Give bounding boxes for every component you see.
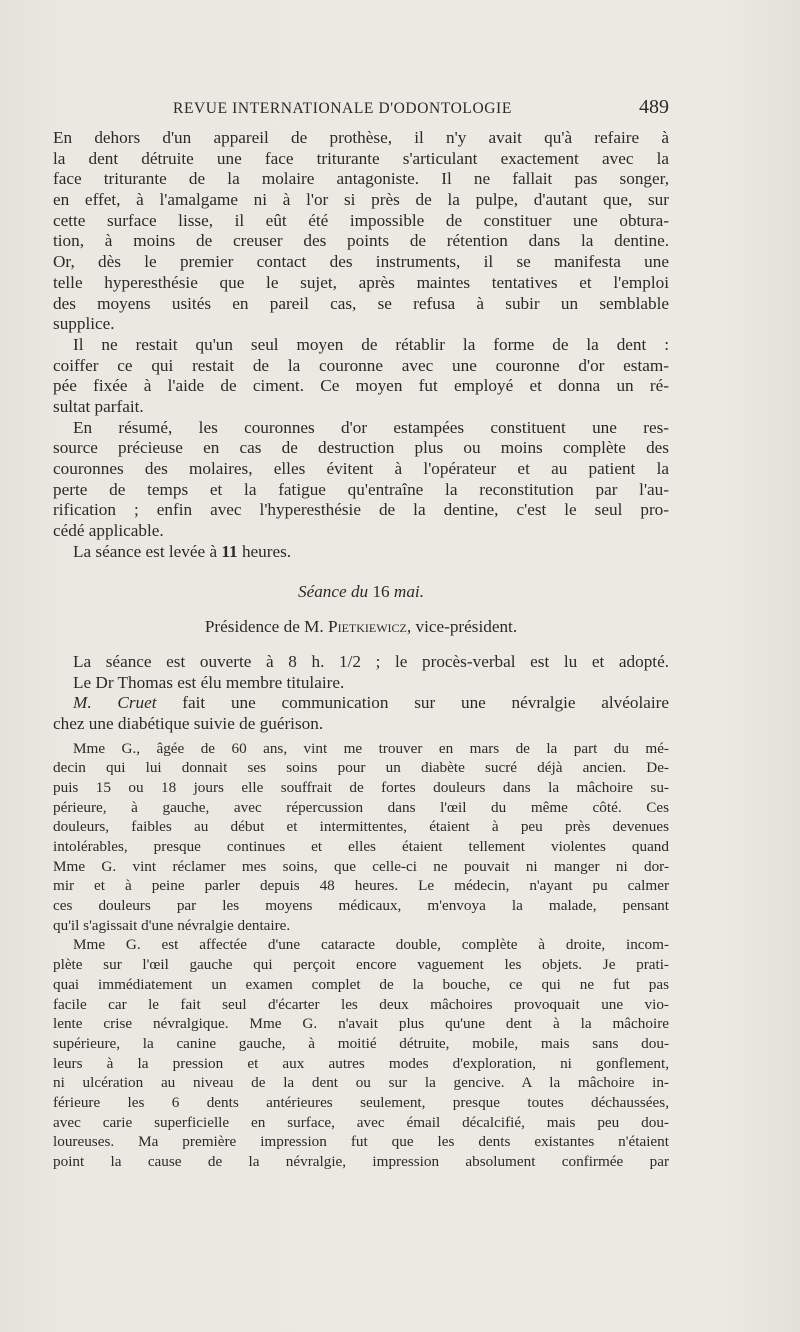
session-heading: [53, 582, 669, 603]
text-line: rification ; enfin avec l'hyperesthésie de la dentine, c'est le seul pro-: [53, 500, 669, 520]
text-line: leurs à la pression et aux autres modes d'exploration, ni gonflement,: [53, 1054, 669, 1072]
text-line: Mme G. est affectée d'une cataracte double, complète à droite, incom-: [73, 936, 669, 954]
text-line: lente crise névralgique. Mme G. n'avait plus qu'une dent à la mâchoire: [53, 1015, 669, 1033]
session-title: Séance du: [297, 582, 373, 602]
paragraph-resume: [53, 418, 669, 542]
text-line: En dehors d'un appareil de prothèse, il n'y avait qu'à refaire à: [53, 128, 669, 147]
presidence-name: Pietkiewicz: [328, 617, 407, 637]
text-line: douleurs, faibles au début et intermittentes, étaient à peu près devenues: [53, 818, 669, 836]
text-line: perte de temps et la fatigue qu'entraîne la reconstitution par l'au-: [53, 479, 669, 499]
text-line: couronnes des molaires, elles évitent à l'opérateur et au patient la: [53, 459, 669, 478]
text-line: plète sur l'œil gauche qui perçoit encore vaguement les objets. Je prati-: [53, 956, 669, 974]
case-paragraph-1: [53, 739, 669, 936]
text-line: chez une diabétique suivie de guérison.: [53, 713, 324, 733]
session-month: mai.: [389, 582, 424, 602]
text-line: Il ne restait qu'un seul moyen de rétablir la forme de la dent :: [73, 334, 669, 354]
cruet-name: M. Cruet: [73, 693, 157, 713]
closing-suffix: heures.: [237, 541, 292, 561]
case-paragraph-2: [53, 935, 669, 1171]
text-line: ces douleurs par les moyens médicaux, m'envoya la malade, pensant: [53, 897, 669, 915]
text-line: Mme G. vint réclamer mes soins, que celle-ci ne pouvait ni manger ni dor-: [53, 857, 669, 875]
text-line: puis 15 ou 18 jours elle souffrait de fortes douleurs dans la mâchoire su-: [53, 778, 669, 796]
text-line: La séance est ouverte à 8 h. 1/2 ; le procès-verbal est lu et adopté.: [73, 651, 669, 671]
text-line: decin qui lui donnait ses soins pour un diabète sucré déjà ancien. De-: [53, 759, 669, 777]
text-line: facile car le fait seul d'écarter les deux mâchoires provoquait une vio-: [53, 995, 669, 1013]
text-line: périeure, à gauche, avec répercussion dans l'œil du même côté. Ces: [53, 798, 669, 816]
text-line: ni ulcération au niveau de la dent ou sur la gencive. A la mâchoire in-: [53, 1074, 669, 1092]
section-gap: [53, 638, 669, 652]
text-line: férieure les 6 dents antérieures seulement, presque toutes déchaussées,: [53, 1093, 669, 1111]
section-gap: [53, 562, 669, 582]
paragraph-prothese: [53, 128, 669, 335]
text-line: source précieuse en cas de destruction plus ou moins complète des: [53, 438, 669, 458]
session-day: 16: [372, 582, 390, 602]
text-line: loureuses. Ma première impression fut que les dents existantes n'étaient: [53, 1133, 669, 1151]
presidence-line: [53, 617, 669, 638]
text-line: cédé applicable.: [53, 521, 164, 541]
running-header: [53, 96, 669, 122]
text-line: qu'il s'agissait d'une névralgie dentaire.: [53, 916, 291, 934]
text-line: cette surface lisse, il eût été impossible de constituer une obtura-: [53, 210, 669, 230]
section-gap: [53, 603, 669, 617]
cruet-line: [53, 693, 669, 714]
text-line: supérieure, la canine gauche, à moitié détruite, mobile, mais sans dou-: [53, 1034, 669, 1052]
text-line: En résumé, les couronnes d'or estampées constituent une res-: [73, 417, 669, 437]
text-line: coiffer ce qui restait de la couronne avec une couronne d'or estam-: [53, 355, 669, 375]
running-title: REVUE INTERNATIONALE D'ODONTOLOGIE: [173, 100, 512, 117]
text-line: mir et à peine parler depuis 48 heures. Le médecin, n'ayant pu calmer: [53, 877, 669, 895]
presidence-suffix: , vice-président.: [406, 617, 518, 637]
text-line: tion, à moins de creuser des points de rétention dans la dentine.: [53, 231, 669, 251]
text-line: point la cause de la névralgie, impression absolument confirmée par: [53, 1153, 669, 1170]
text-line: telle hyperesthésie que le sujet, après maintes tentatives et l'emploi: [53, 272, 669, 292]
closing-line: [53, 542, 669, 563]
text-line: intolérables, presque continues et elles étaient tellement violentes quand: [53, 838, 669, 855]
text-line: Le Dr Thomas est élu membre titulaire.: [73, 672, 345, 692]
text-line: avec carie superficielle en surface, avec émail décalcifié, mais peu dou-: [53, 1113, 669, 1131]
text-line: pée fixée à l'aide de ciment. Ce moyen fut employé et donna un ré-: [53, 376, 669, 396]
page-number: 489: [639, 96, 669, 118]
text-line: supplice.: [53, 314, 115, 334]
text-line: Mme G., âgée de 60 ans, vint me trouver en mars de la part du mé-: [73, 739, 669, 757]
closing-prefix: La séance est levée à: [73, 541, 222, 561]
text-line: en effet, à l'amalgame ni à l'or si près de la pulpe, d'autant que, sur: [53, 190, 669, 210]
text-line: Or, dès le premier contact des instruments, il se manifesta une: [53, 252, 669, 272]
closing-hour: 11: [221, 541, 238, 561]
text-line: sultat parfait.: [53, 396, 144, 416]
paragraph-couronne: [53, 335, 669, 418]
cruet-rest: fait une communication sur une névralgie alvéolaire: [156, 693, 670, 713]
text-line: quai immédiatement un examen complet de la bouche, ce qui ne fut pas: [53, 975, 669, 993]
presidence-prefix: Présidence de M.: [204, 617, 329, 637]
text-line: face triturante de la molaire antagoniste. Il ne fallait pas songer,: [53, 169, 669, 189]
body-text: [53, 128, 669, 1172]
text-line: des moyens usités en pareil cas, se refusa à subir un semblable: [53, 293, 669, 313]
text-line: la dent détruite une face triturante s'articulant exactement avec la: [53, 148, 669, 168]
